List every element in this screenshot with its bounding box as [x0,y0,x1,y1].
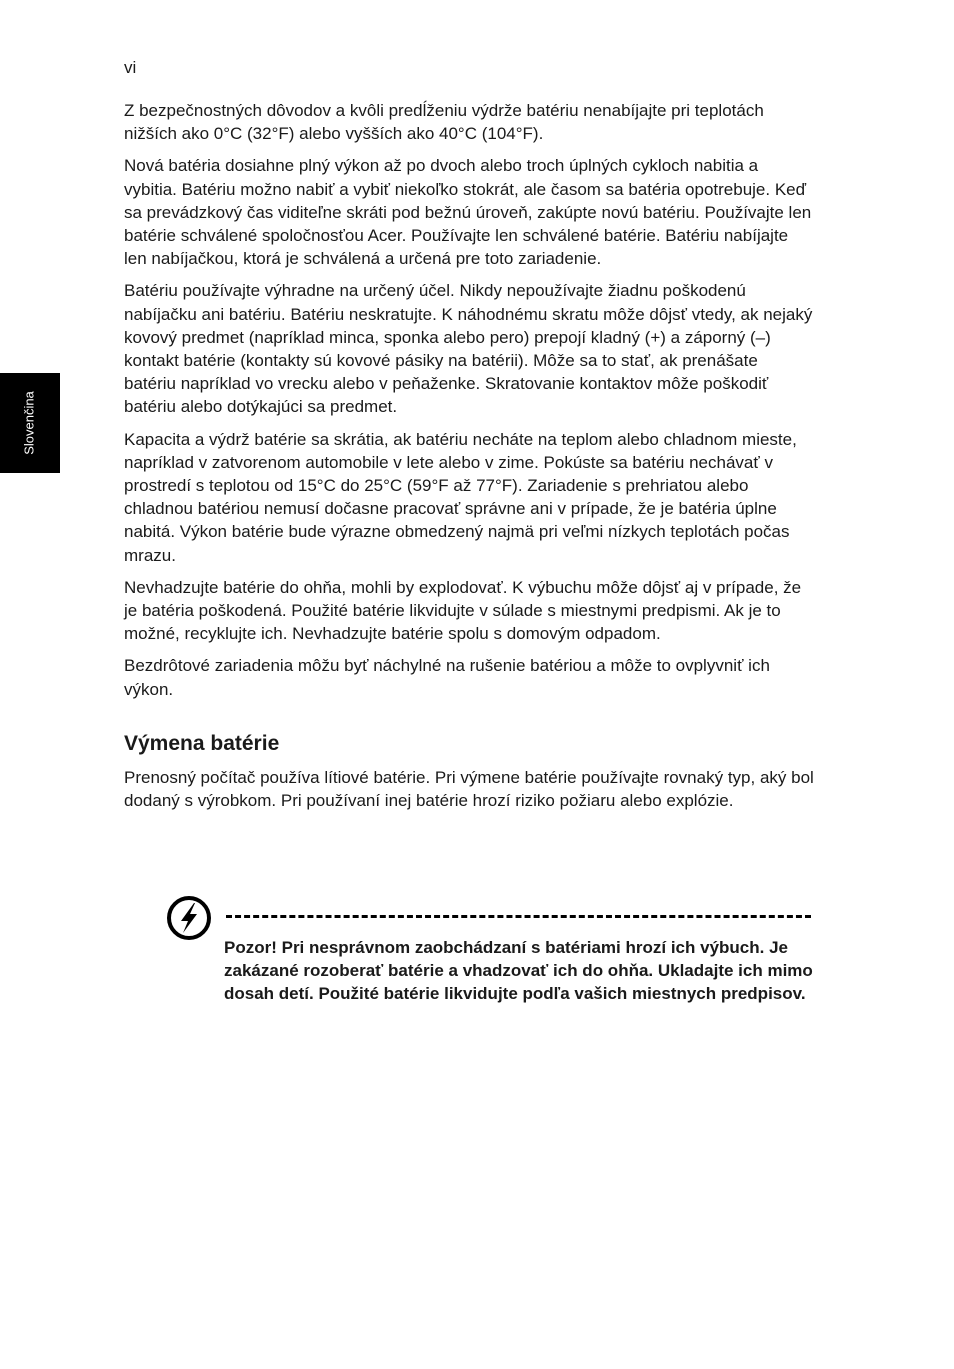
paragraph-capacity: Kapacita a výdrž batérie sa skrátia, ak batériu necháte na teplom alebo chladnom mieste, napríklad v zatvorenom automobile v lete alebo v zime. Pokúste sa batériu nechávať v prostredí s teplotou od 15°C do 25°C (59°F až 77°F). Zariadenie s prehriatou alebo chladnou batériou nemusí dočasne pracovať správne ani v prípade, že je batéria úplne nabitá. Výkon batérie bude výrazne obmedzený najmä pri veľmi nízkych teplotách počas mrazu. [124,429,797,565]
paragraph-short-circuit: Batériu používajte výhradne na určený účel. Nikdy nepoužívajte žiadnu poškodenú nabíjačku ani batériu. Batériu neskratujte. K náhodnému skratu môže dôjsť vtedy, ak nejaký kovový predmet (napríklad minca, sponka alebo pero) prepojí kladný (+) a záporný (–) kontakt batérie (kontakty sú kovové pásiky na batérii). Môže sa to stať, ak prenášate batériu napríklad vo vrecku alebo v peňaženke. Skratovanie kontaktov môže poškodiť batériu alebo dotýkajúci sa predmet. [124,281,813,417]
language-side-tab-label: Slovenčina [21,391,37,455]
warning-lightning-icon [166,895,212,941]
section-body: Prenosný počítač používa lítiové batérie. Pri výmene batérie používajte rovnaký typ, aký bol dodaný s výrobkom. Pri používaní inej batérie hrozí riziko požiaru alebo explózie. [124,767,814,811]
paragraph-temperature: Z bezpečnostných dôvodov a kvôli predĺženiu výdrže batériu nenabíjajte pri teplotách nižších ako 0°C (32°F) alebo vyšších ako 40°C (104°F). [124,101,764,144]
warning-divider [226,915,811,918]
warning-text: Pozor! Pri nesprávnom zaobchádzaní s batériami hrozí ich výbuch. Je zakázané rozoberať batérie a vhadzovať ich do ohňa. Ukladajte ich mimo dosah detí. Použité batérie likvidujte podľa vašich miestnych predpisov. [224,938,813,1004]
section-title: Výmena batérie [124,731,280,755]
warning-box [166,895,814,1035]
paragraph-disposal: Nevhadzujte batérie do ohňa, mohli by explodovať. K výbuchu môže dôjsť aj v prípade, že je batéria poškodená. Použité batérie likvidujte v súlade s miestnymi predpismi. Ak je to možné, recyklujte ich. Nevhadzujte batérie spolu s domovým odpadom. [124,577,802,644]
main-content [124,99,814,821]
page-number: vi [124,58,137,77]
paragraph-new-battery: Nová batéria dosiahne plný výkon až po dvoch alebo troch úplných cykloch nabitia a vybitia. Batériu možno nabiť a vybiť niekoľko stokrát, ale časom sa batéria opotrebuje. Keď sa prevádzkový čas viditeľne skráti pod bežnú úroveň, zakúpte novú batériu. Používajte len batérie schválené spoločnosťou Acer. Používajte len schválené batérie. Batériu nabíjajte len nabíjačkou, ktorá je schválená a určená pre toto zariadenie. [124,156,812,269]
paragraph-wireless: Bezdrôtové zariadenia môžu byť náchylné na rušenie batériou a môže to ovplyvniť ich výkon. [124,656,770,699]
